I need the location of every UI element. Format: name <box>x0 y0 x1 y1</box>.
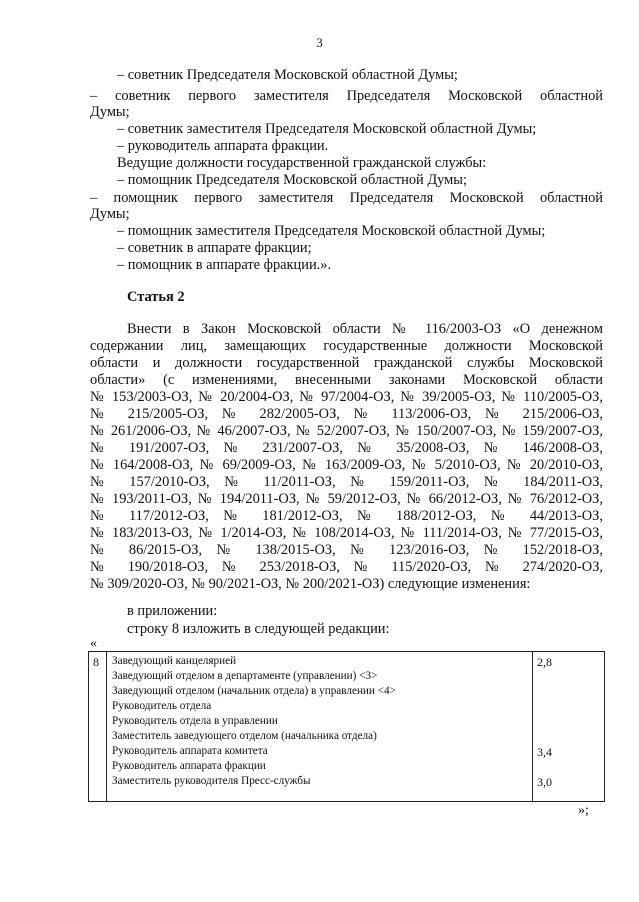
list-item: – советник в аппарате фракции; <box>117 240 312 256</box>
section-caption: Ведущие должности государственной гражданской службы: <box>117 155 487 171</box>
position-line: Заведующий канцелярией <box>112 655 237 667</box>
paragraph-line: № 153/2003-ОЗ, № 20/2004-ОЗ, № 97/2004-ОЗ, № 39/2005-ОЗ, № 110/2005-ОЗ, <box>90 389 603 405</box>
paragraph-line: № 215/2005-ОЗ, № 282/2005-ОЗ, № 113/2006-ОЗ, № 215/2006-ОЗ, <box>90 406 603 422</box>
paragraph-line: № 190/2018-ОЗ, № 253/2018-ОЗ, № 115/2020-ОЗ, № 274/2020-ОЗ, <box>90 559 603 575</box>
column-divider <box>106 652 107 801</box>
list-item: – советник Председателя Московской областной Думы; <box>117 67 458 83</box>
paragraph-line: № 193/2011-ОЗ, № 194/2011-ОЗ, № 59/2012-ОЗ, № 66/2012-ОЗ, № 76/2012-ОЗ, <box>90 491 603 507</box>
list-item: – помощник первого заместителя Председателя Московской областной <box>90 190 603 206</box>
article-heading: Статья 2 <box>127 289 185 305</box>
annex-caption: в приложении: <box>127 603 218 619</box>
position-line: Заведующий отделом в департаменте (управлении) <3> <box>112 670 378 682</box>
coefficient-value: 3,4 <box>537 745 552 759</box>
paragraph-line: области» (с изменениями, внесенными законами Московской области <box>90 372 603 388</box>
closing-quote: »; <box>578 803 589 818</box>
list-item: – помощник Председателя Московской областной Думы; <box>117 172 467 188</box>
paragraph-line: № 191/2007-ОЗ, № 231/2007-ОЗ, № 35/2008-ОЗ, № 146/2008-ОЗ, <box>90 440 603 456</box>
list-item: – советник первого заместителя Председателя Московской областной <box>90 88 603 104</box>
paragraph-line: № 164/2008-ОЗ, № 69/2009-ОЗ, № 163/2009-ОЗ, № 5/2010-ОЗ, № 20/2010-ОЗ, <box>90 457 603 473</box>
paragraph-line: Внести в Закон Московской области № 116/2003-ОЗ «О денежном <box>127 321 603 337</box>
paragraph-line: № 117/2012-ОЗ, № 181/2012-ОЗ, № 188/2012-ОЗ, № 44/2013-ОЗ, <box>90 508 603 524</box>
paragraph-line: области и должности государственной гражданской службы Московской <box>90 355 603 371</box>
list-item: – руководитель аппарата фракции. <box>117 138 329 154</box>
coefficient-value: 2,8 <box>537 655 552 669</box>
coefficient-value: 3,0 <box>537 775 552 789</box>
row-instruction: строку 8 изложить в следующей редакции: <box>127 621 390 637</box>
row-number: 8 <box>93 655 99 669</box>
paragraph-line: № 261/2006-ОЗ, № 46/2007-ОЗ, № 52/2007-ОЗ, № 150/2007-ОЗ, № 159/2007-ОЗ, <box>90 423 603 439</box>
list-item: – помощник в аппарате фракции.». <box>117 257 332 273</box>
column-divider <box>532 652 533 801</box>
paragraph-line: № 183/2013-ОЗ, № 1/2014-ОЗ, № 108/2014-ОЗ, № 111/2014-ОЗ, № 77/2015-ОЗ, <box>90 525 603 541</box>
opening-quote: « <box>90 636 97 651</box>
position-line: Руководитель отдела в управлении <box>112 715 278 727</box>
position-line: Заместитель заведующего отделом (начальника отдела) <box>112 730 377 742</box>
position-line: Заведующий отделом (начальник отдела) в управлении <4> <box>112 685 396 697</box>
list-item: – советник заместителя Председателя Московской областной Думы; <box>117 121 537 137</box>
list-item: – помощник заместителя Председателя Московской областной Думы; <box>117 223 546 239</box>
paragraph-line: № 309/2020-ОЗ, № 90/2021-ОЗ, № 200/2021-ОЗ) следующие изменения: <box>90 576 531 592</box>
position-line: Руководитель аппарата фракции <box>112 760 266 772</box>
position-line: Заместитель руководителя Пресс-службы <box>112 775 311 787</box>
list-item-continuation: Думы; <box>90 206 130 222</box>
list-item-continuation: Думы; <box>90 104 130 120</box>
position-line: Руководитель аппарата комитета <box>112 745 268 757</box>
paragraph-line: № 86/2015-ОЗ, № 138/2015-ОЗ, № 123/2016-ОЗ, № 152/2018-ОЗ, <box>90 542 603 558</box>
paragraph-line: № 157/2010-ОЗ, № 11/2011-ОЗ, № 159/2011-ОЗ, № 184/2011-ОЗ, <box>90 474 603 490</box>
amendment-table <box>88 651 605 802</box>
page-number: 3 <box>316 35 323 50</box>
paragraph-line: содержании лиц, замещающих государственные должности Московской <box>90 338 603 354</box>
position-line: Руководитель отдела <box>112 700 212 712</box>
